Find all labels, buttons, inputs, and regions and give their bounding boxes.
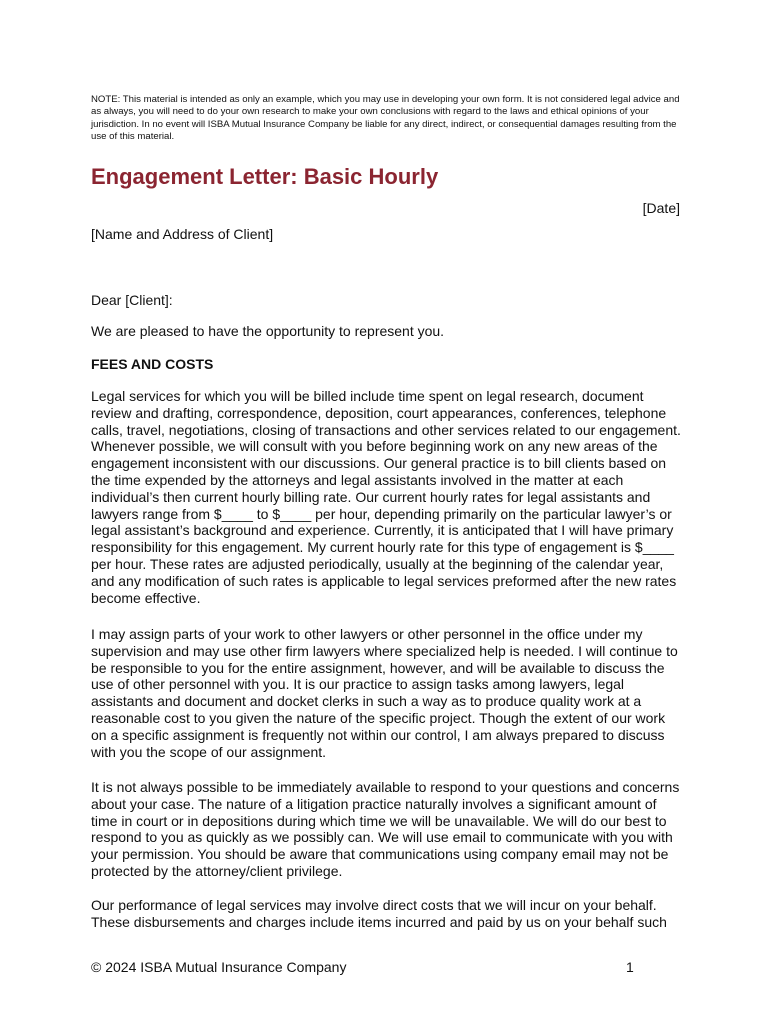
document-title: Engagement Letter: Basic Hourly xyxy=(91,164,439,189)
paragraph-assignment: I may assign parts of your work to other lawyers or other personnel in the office under my supervision and may use other firm lawyers where specialized help is needed. I will continue to be responsible to you for the entire assignment, however, and will be available to discuss the use of other personnel with you. It is our practice to assign tasks among lawyers, legal assistants and document and docket clerks in such a way as to produce quality work at a reasonable cost to you given the nature of the specific project. Though the extent of our work on a specific assignment is frequently not within our control, I am always prepared to discuss with you the scope of our assignment. xyxy=(91,626,678,760)
footer-copyright: © 2024 ISBA Mutual Insurance Company xyxy=(91,959,347,975)
paragraph-fees: Legal services for which you will be billed include time spent on legal research, document review and drafting, correspondence, deposition, court appearances, conferences, telephone calls, travel, negotiations, closing of transactions and other services related to our engagement. Whenever possible, we will consult with you before beginning work on any new areas of the engagement inconsistent with our discussions. Our general practice is to bill clients based on the time expended by the attorneys and legal assistants involved in the matter at each individual’s then current hourly billing rate. Our current hourly rates for legal assistants and lawyers range from $____ to $____ per hour, depending primarily on the particular lawyer’s or legal assistant’s background and experience. Currently, it is anticipated that I will have primary responsibility for this engagement. My current hourly rate for this type of engagement is $____ per hour. These rates are adjusted periodically, usually at the beginning of the calendar year, and any modification of such rates is applicable to legal services preformed after the new rates become effective. xyxy=(91,388,681,606)
footer-page-number: 1 xyxy=(626,959,634,975)
disclaimer-note: NOTE: This material is intended as only an example, which you may use in developing your own form. It is not considered legal advice and as always, you will need to do your own research to make your own conclusions with regard to the laws and ethical opinions of your jurisdiction. In no event will ISBA Mutual Insurance Company be liable for any direct, indirect, or consequential damages resulting from the use of this material. xyxy=(91,94,680,143)
salutation: Dear [Client]: xyxy=(91,292,173,308)
intro-sentence: We are pleased to have the opportunity to represent you. xyxy=(91,323,445,339)
date-placeholder: [Date] xyxy=(642,200,680,216)
client-address-placeholder: [Name and Address of Client] xyxy=(91,226,274,242)
paragraph-costs: Our performance of legal services may involve direct costs that we will incur on your behalf. These disbursements and charges include items incurred and paid by us on your behalf such xyxy=(91,897,667,930)
section-heading-fees-and-costs: FEES AND COSTS xyxy=(91,356,214,372)
paragraph-availability: It is not always possible to be immediately available to respond to your questions and concerns about your case. The nature of a litigation practice naturally involves a significant amount of time in court or in depositions during which time we will be unavailable. We will do our best to respond to you as quickly as we possibly can. We will use email to communicate with you with your permission. You should be aware that communications using company email may not be protected by the attorney/client privilege. xyxy=(91,779,680,879)
